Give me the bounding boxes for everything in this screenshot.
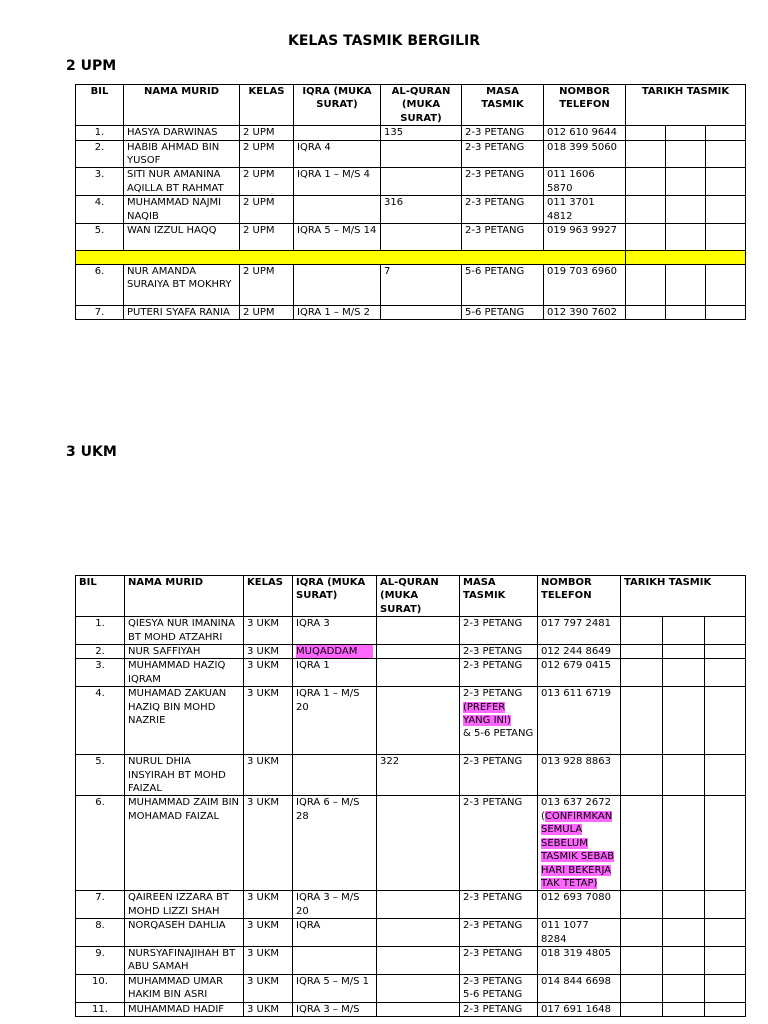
cell-quran — [377, 891, 460, 919]
telefon-value: 012 390 7602 — [547, 307, 617, 319]
table-row — [76, 687, 746, 755]
cell-quran — [377, 796, 460, 891]
cell-iqra: IQRA 1 – M/S 20 — [293, 687, 377, 755]
masa-value: 2-3 PETANG — [465, 169, 525, 181]
cell-telefon — [538, 755, 621, 796]
cell-tarikh — [663, 946, 705, 974]
header-quran: AL-QURAN (MUKA SURAT) — [381, 85, 462, 126]
cell-quran — [381, 168, 462, 196]
cell-tarikh — [666, 140, 706, 168]
masa-value: 2-3 PETANG — [463, 1003, 523, 1015]
cell-masa — [462, 265, 544, 306]
cell-nama: NUR AMANDA SURAIYA BT MOKHRY — [124, 265, 240, 306]
cell-tarikh — [705, 617, 746, 645]
cell-kelas: 3 UKM — [244, 919, 293, 947]
cell-quran — [381, 140, 462, 168]
header-bil: BIL — [76, 576, 125, 617]
cell-tarikh — [621, 659, 663, 687]
telefon-value: 013 928 8863 — [541, 756, 611, 768]
cell-kelas: 3 UKM — [244, 946, 293, 974]
table-row — [76, 306, 746, 320]
cell-tarikh — [706, 196, 746, 224]
telefon-note: CONFIRMKAN SEMULA SEBELUM TASMIK SEBAB HARI BEKERJA TAK TETAP) — [541, 810, 615, 889]
cell-masa — [462, 306, 544, 320]
cell-telefon — [544, 168, 626, 196]
cell-bil: 9. — [76, 946, 125, 974]
cell-masa — [462, 224, 544, 251]
telefon-value: 012 610 9644 — [547, 127, 617, 139]
cell-telefon — [538, 659, 621, 687]
cell-iqra: IQRA 3 – M/S 20 — [293, 891, 377, 919]
cell-kelas: 2 UPM — [240, 224, 294, 251]
cell-kelas: 2 UPM — [240, 265, 294, 306]
table-row — [76, 645, 746, 659]
cell-telefon — [538, 919, 621, 947]
cell-iqra: IQRA 3 – M/S — [293, 1002, 377, 1016]
section-heading-3ukm: 3 UKM — [66, 444, 117, 460]
masa-value: 2-3 PETANG — [463, 618, 523, 630]
cell-nama: NURSYAFINAJIHAH BT ABU SAMAH — [125, 946, 244, 974]
cell-tarikh — [621, 617, 663, 645]
cell-tarikh — [663, 891, 705, 919]
cell-iqra: IQRA — [293, 919, 377, 947]
header-telefon: NOMBOR TELEFON — [538, 576, 621, 617]
cell-masa — [462, 196, 544, 224]
table-row — [76, 1002, 746, 1016]
masa-value: 2-3 PETANG — [463, 756, 523, 768]
masa-value: 2-3 PETANG — [463, 920, 523, 932]
telefon-value: 012 679 0415 — [541, 660, 611, 672]
table-row — [76, 224, 746, 251]
cell-tarikh — [663, 617, 705, 645]
header-nama: NAMA MURID — [125, 576, 244, 617]
cell-nama: QIESYA NUR IMANINA BT MOHD ATZAHRI — [125, 617, 244, 645]
table-row — [76, 974, 746, 1002]
header-kelas: KELAS — [240, 85, 294, 126]
cell-tarikh — [621, 796, 663, 891]
cell-kelas: 3 UKM — [244, 796, 293, 891]
header-iqra: IQRA (MUKA SURAT) — [293, 576, 377, 617]
cell-tarikh — [626, 306, 666, 320]
cell-tarikh — [663, 687, 705, 755]
cell-quran: 7 — [381, 265, 462, 306]
cell-tarikh — [705, 891, 746, 919]
cell-tarikh — [666, 126, 706, 140]
cell-tarikh — [626, 265, 666, 306]
masa-value: 2-3 PETANG — [463, 975, 523, 987]
cell-masa — [462, 140, 544, 168]
cell-kelas: 3 UKM — [244, 755, 293, 796]
header-nama: NAMA MURID — [124, 85, 240, 126]
telefon-value: 012 244 8649 — [541, 646, 611, 658]
cell-quran — [377, 617, 460, 645]
cell-tarikh — [666, 168, 706, 196]
telefon-value: 018 319 4805 — [541, 947, 611, 959]
cell-masa — [460, 755, 538, 796]
table-row — [76, 919, 746, 947]
masa-value: 2-3 PETANG — [463, 892, 523, 904]
header-row — [76, 576, 746, 617]
cell-nama: NUR SAFFIYAH — [125, 645, 244, 659]
cell-telefon — [544, 126, 626, 140]
cell-nama: MUHAMMAD ZAIM BIN MOHAMAD FAIZAL — [125, 796, 244, 891]
cell-bil: 6. — [76, 265, 124, 306]
cell-bil: 7. — [76, 306, 124, 320]
masa-value: 5-6 PETANG — [465, 307, 525, 319]
cell-telefon — [544, 265, 626, 306]
cell-masa — [460, 617, 538, 645]
table-row — [76, 659, 746, 687]
cell-iqra: IQRA 5 – M/S 1 — [293, 974, 377, 1002]
cell-kelas: 3 UKM — [244, 645, 293, 659]
masa-value: 2-3 PETANG — [463, 947, 523, 959]
cell-iqra: IQRA 1 – M/S 4 — [294, 168, 381, 196]
cell-masa — [460, 946, 538, 974]
header-telefon: NOMBOR TELEFON — [544, 85, 626, 126]
cell-quran: 135 — [381, 126, 462, 140]
cell-iqra — [294, 265, 381, 306]
separator-cell — [76, 251, 626, 265]
cell-iqra — [293, 946, 377, 974]
cell-quran — [377, 946, 460, 974]
iqra-highlight: MUQADDAM — [296, 645, 373, 658]
masa-value: 2-3 PETANG — [465, 225, 525, 237]
cell-tarikh — [706, 140, 746, 168]
cell-telefon — [538, 617, 621, 645]
cell-masa — [462, 126, 544, 140]
cell-tarikh — [705, 1002, 746, 1016]
cell-kelas: 3 UKM — [244, 659, 293, 687]
telefon-value: 019 703 6960 — [547, 266, 617, 278]
cell-tarikh — [705, 946, 746, 974]
cell-tarikh — [705, 974, 746, 1002]
cell-tarikh — [706, 306, 746, 320]
cell-kelas: 2 UPM — [240, 306, 294, 320]
cell-tarikh — [705, 659, 746, 687]
cell-tarikh — [666, 306, 706, 320]
cell-kelas: 3 UKM — [244, 1002, 293, 1016]
masa-value: 2-3 PETANG — [463, 688, 523, 700]
table-2upm — [75, 84, 746, 320]
cell-telefon — [544, 140, 626, 168]
cell-bil: 5. — [76, 224, 124, 251]
masa-extra: 5-6 PETANG — [463, 989, 523, 1001]
cell-tarikh — [626, 224, 666, 251]
header-bil: BIL — [76, 85, 124, 126]
masa-value: 2-3 PETANG — [463, 660, 523, 672]
cell-quran — [377, 974, 460, 1002]
cell-tarikh — [621, 946, 663, 974]
cell-iqra — [293, 645, 377, 659]
cell-nama: WAN IZZUL HAQQ — [124, 224, 240, 251]
cell-quran — [377, 645, 460, 659]
cell-bil: 1. — [76, 617, 125, 645]
cell-iqra — [294, 196, 381, 224]
table-row — [76, 796, 746, 891]
cell-tarikh — [663, 919, 705, 947]
cell-tarikh — [706, 126, 746, 140]
cell-nama: MUHAMAD ZAKUAN HAZIQ BIN MOHD NAZRIE — [125, 687, 244, 755]
cell-telefon — [538, 796, 621, 891]
cell-bil: 5. — [76, 755, 125, 796]
cell-bil: 4. — [76, 196, 124, 224]
cell-tarikh — [663, 645, 705, 659]
cell-bil: 8. — [76, 919, 125, 947]
cell-nama: MUHAMMAD HAZIQ IQRAM — [125, 659, 244, 687]
cell-quran: 322 — [377, 755, 460, 796]
cell-masa — [460, 796, 538, 891]
header-row — [76, 85, 746, 126]
cell-tarikh — [621, 974, 663, 1002]
cell-nama: NURUL DHIA INSYIRAH BT MOHD FAIZAL — [125, 755, 244, 796]
cell-tarikh — [663, 974, 705, 1002]
table-3ukm — [75, 575, 746, 1017]
cell-telefon — [538, 687, 621, 755]
header-iqra: IQRA (MUKA SURAT) — [294, 85, 381, 126]
cell-bil: 11. — [76, 1002, 125, 1016]
table-row — [76, 168, 746, 196]
cell-masa — [460, 1002, 538, 1016]
cell-tarikh — [705, 687, 746, 755]
cell-tarikh — [705, 645, 746, 659]
cell-tarikh — [626, 196, 666, 224]
cell-tarikh — [626, 126, 666, 140]
telefon-value: 012 693 7080 — [541, 892, 611, 904]
cell-tarikh — [663, 796, 705, 891]
cell-tarikh — [706, 224, 746, 251]
cell-bil: 7. — [76, 891, 125, 919]
cell-kelas: 3 UKM — [244, 974, 293, 1002]
table-row — [76, 617, 746, 645]
cell-bil: 1. — [76, 126, 124, 140]
cell-tarikh — [621, 919, 663, 947]
header-quran: AL-QURAN (MUKA SURAT) — [377, 576, 460, 617]
cell-nama: PUTERI SYAFA RANIA — [124, 306, 240, 320]
cell-quran — [377, 687, 460, 755]
cell-masa — [460, 659, 538, 687]
cell-kelas: 2 UPM — [240, 168, 294, 196]
separator-cell — [626, 251, 746, 265]
cell-nama: HASYA DARWINAS — [124, 126, 240, 140]
header-masa: MASA TASMIK — [460, 576, 538, 617]
cell-quran — [381, 224, 462, 251]
telefon-value: 011 1077 8284 — [541, 920, 589, 945]
telefon-value: 017 797 2481 — [541, 618, 611, 630]
cell-kelas: 3 UKM — [244, 617, 293, 645]
table-row — [76, 755, 746, 796]
cell-telefon — [538, 891, 621, 919]
masa-value: 2-3 PETANG — [465, 197, 525, 209]
masa-value: 5-6 PETANG — [465, 266, 525, 278]
cell-kelas: 2 UPM — [240, 196, 294, 224]
cell-nama: SITI NUR AMANINA AQILLA BT RAHMAT — [124, 168, 240, 196]
cell-tarikh — [621, 1002, 663, 1016]
cell-telefon — [538, 974, 621, 1002]
cell-tarikh — [706, 168, 746, 196]
telefon-value: 018 399 5060 — [547, 141, 617, 153]
cell-tarikh — [705, 755, 746, 796]
cell-masa — [462, 168, 544, 196]
cell-tarikh — [621, 755, 663, 796]
cell-iqra: IQRA 1 – M/S 2 — [294, 306, 381, 320]
cell-bil: 4. — [76, 687, 125, 755]
table-row — [76, 265, 746, 306]
cell-iqra — [294, 126, 381, 140]
cell-telefon — [538, 645, 621, 659]
cell-nama: MUHAMMAD HADIF — [125, 1002, 244, 1016]
cell-telefon — [538, 1002, 621, 1016]
note-bracket: ( — [541, 810, 545, 822]
header-tarikh: TARIKH TASMIK — [626, 85, 746, 126]
highlight-separator-row — [76, 251, 746, 265]
cell-tarikh — [621, 645, 663, 659]
cell-bil: 6. — [76, 796, 125, 891]
table-row — [76, 891, 746, 919]
cell-bil: 3. — [76, 659, 125, 687]
cell-iqra — [293, 755, 377, 796]
cell-nama: HABIB AHMAD BIN YUSOF — [124, 140, 240, 168]
cell-tarikh — [663, 1002, 705, 1016]
cell-tarikh — [705, 919, 746, 947]
cell-telefon — [544, 224, 626, 251]
cell-iqra: IQRA 3 — [293, 617, 377, 645]
cell-tarikh — [666, 265, 706, 306]
cell-telefon — [538, 946, 621, 974]
section-heading-2upm: 2 UPM — [66, 58, 117, 74]
cell-tarikh — [621, 891, 663, 919]
cell-quran — [377, 919, 460, 947]
cell-tarikh — [666, 196, 706, 224]
cell-tarikh — [621, 687, 663, 755]
cell-quran: 316 — [381, 196, 462, 224]
cell-iqra: IQRA 5 – M/S 14 — [294, 224, 381, 251]
cell-kelas: 2 UPM — [240, 126, 294, 140]
cell-quran — [377, 659, 460, 687]
table-row — [76, 946, 746, 974]
cell-nama: NORQASEH DAHLIA — [125, 919, 244, 947]
masa-value: 2-3 PETANG — [463, 646, 523, 658]
cell-masa — [460, 645, 538, 659]
cell-tarikh — [626, 168, 666, 196]
telefon-value: 014 844 6698 — [541, 975, 611, 987]
cell-bil: 2. — [76, 645, 125, 659]
cell-masa — [460, 974, 538, 1002]
cell-nama: MUHAMMAD NAJMI NAQIB — [124, 196, 240, 224]
cell-kelas: 2 UPM — [240, 140, 294, 168]
header-masa: MASA TASMIK — [462, 85, 544, 126]
cell-telefon — [544, 306, 626, 320]
telefon-value: 019 963 9927 — [547, 225, 617, 237]
cell-iqra: IQRA 1 — [293, 659, 377, 687]
masa-extra: & 5-6 PETANG — [463, 728, 534, 740]
table-row — [76, 196, 746, 224]
cell-tarikh — [705, 796, 746, 891]
table-row — [76, 140, 746, 168]
table-row — [76, 126, 746, 140]
cell-tarikh — [663, 755, 705, 796]
cell-nama: QAIREEN IZZARA BT MOHD LIZZI SHAH — [125, 891, 244, 919]
cell-masa — [460, 919, 538, 947]
telefon-value: 011 3701 4812 — [547, 197, 595, 222]
cell-masa — [460, 891, 538, 919]
telefon-value: 017 691 1648 — [541, 1003, 611, 1015]
cell-nama: MUHAMMAD UMAR HAKIM BIN ASRI — [125, 974, 244, 1002]
cell-telefon — [544, 196, 626, 224]
masa-note: (PREFER YANG INI) — [463, 701, 511, 727]
telefon-value: 011 1606 5870 — [547, 169, 595, 194]
masa-value: 2-3 PETANG — [465, 141, 525, 153]
masa-value: 2-3 PETANG — [463, 797, 523, 809]
cell-tarikh — [663, 659, 705, 687]
cell-quran — [377, 1002, 460, 1016]
cell-masa — [460, 687, 538, 755]
cell-tarikh — [666, 224, 706, 251]
cell-quran — [381, 306, 462, 320]
cell-bil: 10. — [76, 974, 125, 1002]
masa-value: 2-3 PETANG — [465, 127, 525, 139]
cell-bil: 2. — [76, 140, 124, 168]
document-title: KELAS TASMIK BERGILIR — [288, 33, 480, 49]
cell-tarikh — [626, 140, 666, 168]
cell-kelas: 3 UKM — [244, 891, 293, 919]
telefon-value: 013 611 6719 — [541, 688, 611, 700]
cell-iqra: IQRA 6 – M/S 28 — [293, 796, 377, 891]
header-tarikh: TARIKH TASMIK — [621, 576, 746, 617]
telefon-value: 013 637 2672 — [541, 797, 611, 809]
header-kelas: KELAS — [244, 576, 293, 617]
cell-tarikh — [706, 265, 746, 306]
cell-kelas: 3 UKM — [244, 687, 293, 755]
cell-iqra: IQRA 4 — [294, 140, 381, 168]
cell-bil: 3. — [76, 168, 124, 196]
